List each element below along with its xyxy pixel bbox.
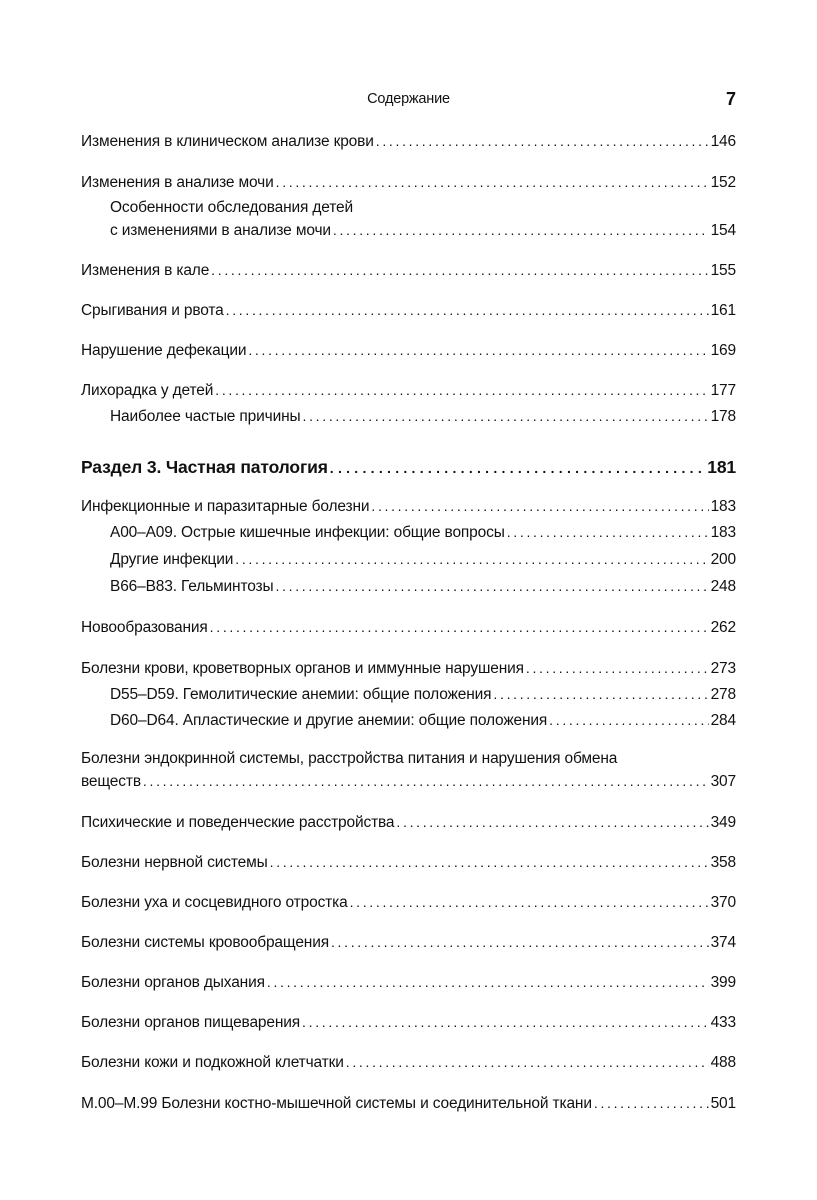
toc-entry-page: 374 xyxy=(710,934,736,951)
toc-entry-page: 433 xyxy=(710,1014,736,1031)
toc-entry-page: 273 xyxy=(710,660,736,677)
toc-entry-page: 248 xyxy=(710,578,736,595)
toc-entry-title: B66–B83. Гельминтозы xyxy=(110,578,274,595)
toc-entry[interactable] xyxy=(81,1014,736,1038)
dot-leader xyxy=(270,854,709,870)
dot-leader xyxy=(303,408,709,424)
toc-entry-title: Изменения в кале xyxy=(81,262,210,279)
toc-entry-title: веществ xyxy=(81,773,141,790)
dot-leader xyxy=(275,578,708,594)
dot-leader xyxy=(235,551,708,567)
dot-leader xyxy=(333,222,709,238)
toc-entry-title: M.00–M.99 Болезни костно-мышечной системы и соединительной ткани xyxy=(81,1095,592,1112)
header-page-number: 7 xyxy=(725,89,736,109)
header-title: Содержание xyxy=(367,91,450,107)
toc-entry-title: Лихорадка у детей xyxy=(81,382,214,399)
dot-leader xyxy=(346,1054,709,1070)
toc-entry-page: 181 xyxy=(707,457,736,477)
toc-entry-title: Нарушение дефекации xyxy=(81,342,247,359)
toc-entry[interactable] xyxy=(81,498,736,522)
dot-leader xyxy=(371,498,708,514)
dot-leader xyxy=(350,894,709,910)
toc-subentry[interactable] xyxy=(110,686,736,710)
toc-entry-title: Болезни органов пищеварения xyxy=(81,1014,301,1031)
toc-entry-page: 169 xyxy=(710,342,736,359)
toc-entry-page: 284 xyxy=(710,712,736,729)
toc-entry-page: 183 xyxy=(710,498,736,515)
toc-entry-page: 399 xyxy=(710,974,736,991)
running-header xyxy=(81,91,736,113)
toc-entry-page: 358 xyxy=(710,854,736,871)
toc-subentry[interactable] xyxy=(110,408,736,432)
toc-entry-title: Раздел 3. Частная патология xyxy=(81,457,328,477)
toc-entry[interactable] xyxy=(81,894,736,918)
toc-entry-title: D60–D64. Апластические и другие анемии: общие положения xyxy=(110,712,548,729)
toc-entry-title: Срыгивания и рвота xyxy=(81,302,224,319)
toc-entry-title: Болезни системы кровообращения xyxy=(81,934,329,951)
toc-entry[interactable] xyxy=(81,934,736,958)
toc-entry[interactable] xyxy=(81,174,736,198)
toc-entry[interactable] xyxy=(81,133,736,157)
toc-entry-title-line1: Болезни эндокринной системы, расстройства питания и нарушения обмена xyxy=(81,750,618,767)
toc-subentry[interactable] xyxy=(110,524,736,548)
toc-entry[interactable] xyxy=(81,854,736,878)
toc-entry[interactable] xyxy=(81,1095,736,1119)
toc-entry-page: 262 xyxy=(710,619,736,636)
dot-leader xyxy=(331,934,709,950)
toc-subentry[interactable] xyxy=(110,578,736,602)
dot-leader xyxy=(376,133,709,149)
toc-entry-title: Болезни органов дыхания xyxy=(81,974,265,991)
dot-leader xyxy=(396,814,708,830)
dot-leader xyxy=(267,974,709,990)
dot-leader xyxy=(210,619,709,635)
toc-entry-page: 161 xyxy=(710,302,736,319)
toc-subentry[interactable] xyxy=(110,222,736,246)
toc-entry-page: 370 xyxy=(710,894,736,911)
toc-entry-title: Новообразования xyxy=(81,619,208,636)
toc-entry-page: 146 xyxy=(710,133,736,150)
toc-entry-title: D55–D59. Гемолитические анемии: общие положения xyxy=(110,686,492,703)
toc-subentry[interactable] xyxy=(110,712,736,736)
toc-entry[interactable] xyxy=(81,974,736,998)
toc-entry-page: 155 xyxy=(710,262,736,279)
toc-entry-title: Наиболее частые причины xyxy=(110,408,301,425)
toc-entry-title: с изменениями в анализе мочи xyxy=(110,222,331,239)
dot-leader xyxy=(215,382,708,398)
dot-leader xyxy=(507,524,709,540)
dot-leader xyxy=(248,342,708,358)
toc-entry-page: 154 xyxy=(710,222,736,239)
toc-entry[interactable] xyxy=(81,814,736,838)
toc-entry-title: Изменения в анализе мочи xyxy=(81,174,274,191)
toc-entry-title: Инфекционные и паразитарные болезни xyxy=(81,498,370,515)
dot-leader xyxy=(330,460,705,476)
toc-entry-title-line1: Особенности обследования детей xyxy=(110,199,353,216)
toc-entry-title: Болезни крови, кроветворных органов и иммунные нарушения xyxy=(81,660,524,677)
dot-leader xyxy=(211,262,708,278)
dot-leader xyxy=(549,712,708,728)
dot-leader xyxy=(594,1095,709,1111)
toc-subentry[interactable] xyxy=(110,551,736,575)
toc-entry-title: Другие инфекции xyxy=(110,551,234,568)
toc-entry[interactable] xyxy=(81,619,736,643)
toc-entry-page: 152 xyxy=(710,174,736,191)
toc-entry-title: Болезни уха и сосцевидного отростка xyxy=(81,894,348,911)
toc-entry-page: 200 xyxy=(710,551,736,568)
toc-entry-title: Психические и поведенческие расстройства xyxy=(81,814,395,831)
toc-entry[interactable] xyxy=(81,302,736,326)
toc-section-heading[interactable] xyxy=(81,457,736,483)
toc-page xyxy=(81,0,736,1200)
toc-entry-page: 278 xyxy=(710,686,736,703)
toc-entry-page: 488 xyxy=(710,1054,736,1071)
dot-leader xyxy=(526,660,709,676)
dot-leader xyxy=(302,1014,709,1030)
dot-leader xyxy=(493,686,708,702)
toc-entry-title: Болезни кожи и подкожной клетчатки xyxy=(81,1054,344,1071)
toc-entry[interactable] xyxy=(81,660,736,684)
toc-entry-page: 501 xyxy=(710,1095,736,1112)
toc-entry[interactable] xyxy=(81,1054,736,1078)
toc-entry-title: Болезни нервной системы xyxy=(81,854,268,871)
dot-leader xyxy=(143,773,709,789)
toc-entry[interactable] xyxy=(81,262,736,286)
toc-entry-page: 349 xyxy=(710,814,736,831)
dot-leader xyxy=(226,302,709,318)
toc-entry-title: A00–A09. Острые кишечные инфекции: общие вопросы xyxy=(110,524,505,541)
toc-entry-page: 178 xyxy=(710,408,736,425)
toc-entry-title: Изменения в клиническом анализе крови xyxy=(81,133,374,150)
toc-entry-page: 183 xyxy=(710,524,736,541)
toc-entry-page: 307 xyxy=(710,773,736,790)
toc-entry[interactable] xyxy=(81,773,736,797)
toc-entry[interactable] xyxy=(81,342,736,366)
toc-entry-page: 177 xyxy=(710,382,736,399)
toc-entry[interactable] xyxy=(81,382,736,406)
dot-leader xyxy=(276,174,709,190)
